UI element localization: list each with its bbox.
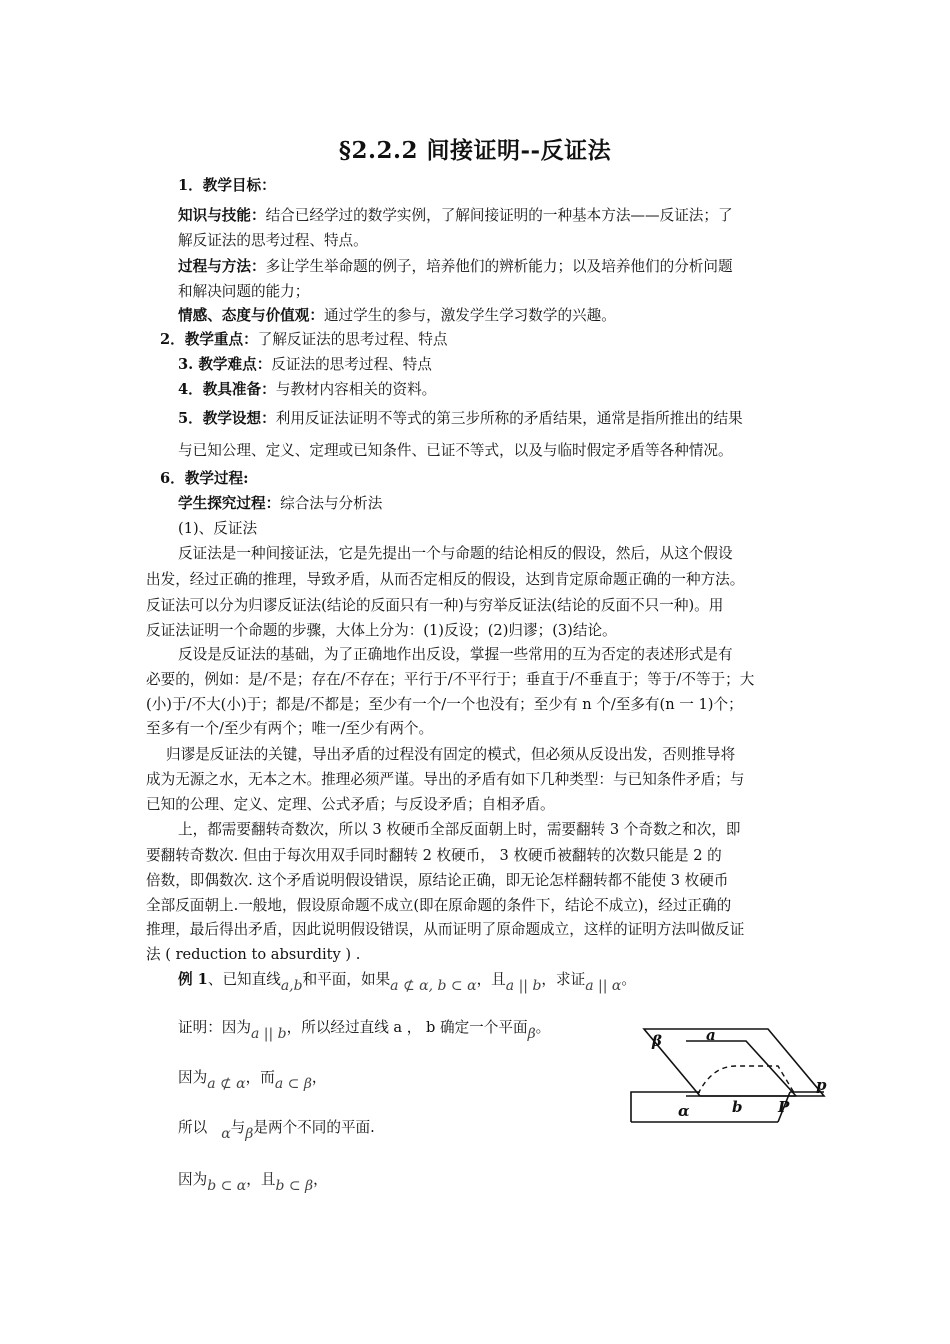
para1-line-3: 反证法可以分为归谬反证法(结论的反面只有一种)与穷举反证法(结论的反面不只一种)。用 [146,597,724,614]
proof-4-text-b: ，且 [246,1171,276,1188]
label-a: a [706,1026,716,1044]
example-1-math-cond: a ⊄ α, b ⊂ α [390,978,477,994]
proof-4-text-c: ， [313,1171,328,1188]
section-2-label: 2．教学重点： [160,331,258,348]
plane-beta [644,1029,824,1096]
proof-line-2 [178,1068,327,1092]
para1-line-1: 反证法是一种间接证法，它是先提出一个与命题的结论相反的假设，然后，从这个假设 [178,545,733,562]
section-2-line [160,330,447,350]
example-1-text-1: 、已知直线 [207,971,281,988]
section-1-heading: 1．教学目标： [178,177,276,194]
para4-line-3: 倍数，即偶数次. 这个矛盾说明假设错误，原结论正确，即无论怎样翻转都不能使 3 枚硬币 [146,872,729,889]
proof-line-3 [178,1118,375,1142]
para2-line-4: 至多有一个/至少有两个；唯一/至少有两个。 [146,720,434,737]
section-5-line-2: 与已知公理、定义、定理或已知条件、已证不等式，以及与临时假定矛盾等各种情况。 [178,442,733,459]
subsection-1: (1)、反证法 [178,520,258,537]
proof-3-text-c: 是两个不同的平面. [253,1119,375,1136]
para4-line-1: 上，都需要翻转奇数次，所以 3 枚硬币全部反面朝上时，需要翻转 3 个奇数之和次，即 [178,821,741,838]
para1-line-4: 反证法证明一个命题的步骤，大体上分为：(1)反设；(2)归谬；(3)结论。 [146,622,617,639]
para3-line-1: 归谬是反证法的关键，导出矛盾的过程没有固定的模式，但必须从反设出发，否则推导将 [166,746,736,763]
section-5-label: 5．教学设想： [178,410,276,427]
section-3-label: 3. 教学难点： [178,356,272,373]
section-5-line-1 [178,409,743,429]
emotion-line [178,306,616,326]
proof-1-math-beta: β [527,1026,536,1042]
proof-1-math: a || b [250,1026,287,1042]
proof-line-1 [178,1018,551,1042]
label-beta: β [652,1032,662,1050]
knowledge-text-1: 结合已经学过的数学实例，了解间接证明的一种基本方法——反证法；了 [265,207,733,224]
para4-line-6: 法 ( reduction to absurdity ) . [146,946,361,963]
proof-4-math: b ⊂ α [207,1178,247,1194]
para3-line-3: 已知的公理、定义、定理、公式矛盾；与反设矛盾；自相矛盾。 [146,796,555,813]
proof-1-text-c: 。 [535,1019,551,1036]
para1-line-2: 出发，经过正确的推理，导致矛盾，从而否定相反的假设，达到肯定原命题正确的一种方法。 [146,571,745,588]
section-2-text: 了解反证法的思考过程、特点 [257,331,448,348]
label-p-right: p [816,1076,827,1094]
proof-4-text-a: 因为 [178,1171,208,1188]
example-1-text-3: ，且 [476,971,506,988]
para3-line-2: 成为无源之水，无本之木。推理必须严谨。导出的矛盾有如下几种类型：与已知条件矛盾；与 [146,771,745,788]
proof-2-text-c: ， [311,1069,327,1086]
proof-1-text-a: 证明：因为 [178,1019,251,1036]
section-5-text-1: 利用反证法证明不等式的第三步所称的矛盾结果，通常是指所推出的结果 [275,410,743,427]
para2-line-1: 反设是反证法的基础，为了正确地作出反设，掌握一些常用的互为否定的表述形式是有 [178,646,733,663]
process-label: 过程与方法： [178,258,266,275]
knowledge-line-2: 解反证法的思考过程、特点。 [178,232,368,249]
example-1-line [178,970,636,994]
explore-label: 学生探究过程： [178,495,281,512]
proof-3-text-b: 与 [230,1119,246,1136]
example-1-math-goal: a || α [585,978,622,994]
proof-4-math-2: b ⊂ β [275,1178,314,1194]
example-1-label: 例 1 [178,971,208,988]
emotion-label: 情感、态度与价值观： [178,307,324,324]
proof-2-text-b: ，而 [245,1069,275,1086]
proof-1-text-b: ，所以经过直线 a ， b 确定一个平面 [286,1019,528,1036]
section-4-label: 4．教具准备： [178,381,276,398]
para2-line-3: (小)于/不大(小)于；都是/不都是；至少有一个/一个也没有；至少有 n 个/至多有(n 一 1)个； [146,696,743,713]
proof-2-text-a: 因为 [178,1069,208,1086]
process-line-2: 和解决问题的能力； [178,283,310,300]
para4-line-2: 要翻转奇数次. 但由于每次用双手同时翻转 2 枚硬币， 3 枚硬币被翻转的次数只能是 2 的 [146,847,722,864]
process-line-1 [178,257,733,277]
explore-text: 综合法与分析法 [280,495,383,512]
section-6-heading: 6．教学过程: [160,470,249,487]
proof-line-4 [178,1170,328,1194]
example-1-text-4: ，求证 [541,971,586,988]
example-1-text-5: 。 [621,971,636,988]
example-1-math-ab: a,b [280,978,303,994]
para4-line-5: 推理，最后得出矛盾，因此说明假设错误，从而证明了原命题成立，这样的证明方法叫做反证 [146,921,745,938]
section-3-line [178,355,432,375]
section-4-text: 与教材内容相关的资料。 [275,381,437,398]
emotion-text: 通过学生的参与，激发学生学习数学的兴趣。 [323,307,616,324]
proof-3-math-alpha: α [221,1126,231,1142]
explore-line [178,494,382,514]
proof-2-math-2: a ⊂ β [274,1076,312,1092]
knowledge-label: 知识与技能： [178,207,266,224]
page-title: §2.2.2 间接证明--反证法 [338,137,612,164]
para2-line-2: 必要的，例如：是/不是；存在/不存在；平行于/不平行于；垂直于/不垂直于；等于/不等于；大 [146,671,755,688]
label-alpha: α [678,1102,690,1120]
proof-2-math: a ⊄ α [207,1076,246,1092]
example-1-text-2: 和平面，如果 [302,971,391,988]
knowledge-line-1 [178,206,733,226]
section-4-line [178,380,436,400]
para4-line-4: 全部反面朝上.一般地，假设原命题不成立(即在原命题的条件下，结论不成立)，经过正确的 [146,897,732,914]
proof-3-math-beta: β [245,1126,254,1142]
label-b: b [732,1098,743,1116]
label-p-bottom: P [778,1098,790,1116]
planes-figure [628,1022,838,1130]
proof-3-text-a: 所以 [178,1119,208,1136]
section-3-text: 反证法的思考过程、特点 [271,356,432,373]
example-1-math-parallel: a || b [505,978,542,994]
process-text-1: 多让学生举命题的例子，培养他们的辨析能力；以及培养他们的分析问题 [265,258,733,275]
